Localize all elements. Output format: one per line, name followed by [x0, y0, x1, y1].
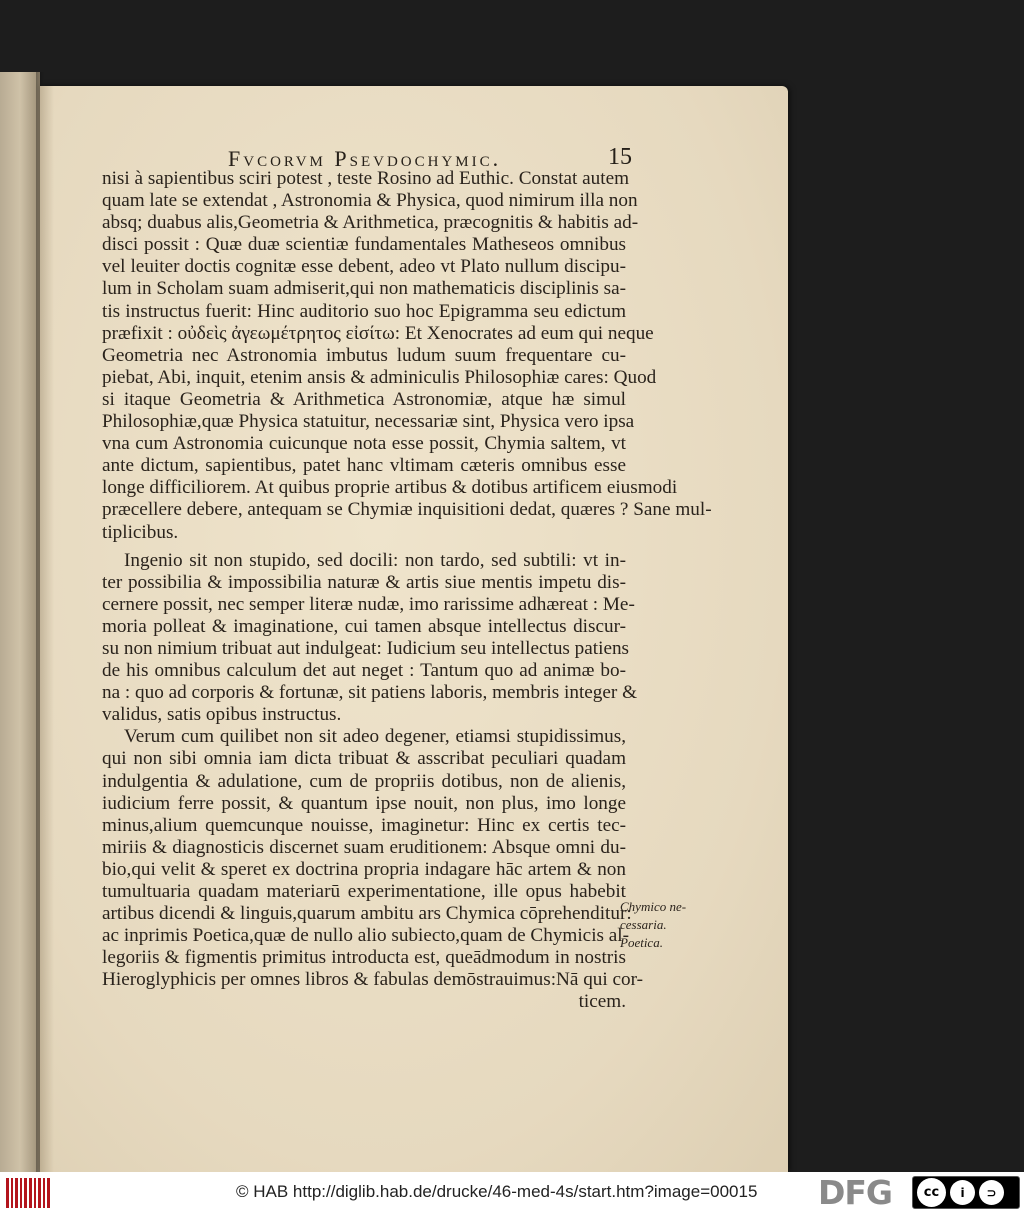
- text-line: cernere possit, nec semper literæ nudæ, imo rarissime adhæreat : Me-: [102, 593, 635, 615]
- text-line: su non nimium tribuat aut indulgeat: Iudicium seu intellectus patiens: [102, 637, 630, 659]
- text-line: ac inprimis Poetica,quæ de nullo alio subiecto,quam de Chymicis al-: [102, 925, 630, 947]
- text-line: validus, satis opibus instructus.: [102, 704, 342, 726]
- text-line: minus,alium quemcunque nouisse, imaginetur: Hinc ex certis tec-: [102, 814, 626, 836]
- text-line: tumultuaria quadam materiarū experimentatione, ille opus habebit: [102, 881, 626, 902]
- marginal-notes: [620, 898, 730, 952]
- footer-bar: [0, 1172, 1024, 1213]
- text-line: moria polleat & imaginatione, cui tamen absque intellectus discur-: [102, 615, 626, 637]
- text-line: legoriis & figmentis primitus introducta est, queādmodum in nostris: [102, 947, 626, 969]
- text-line: bio,qui velit & speret ex doctrina propria indagare hāc artem & non: [102, 858, 626, 880]
- cc-license-badge[interactable]: [912, 1176, 1020, 1209]
- text-line: Philosophiæ,quæ Physica statuitur, necessariæ sint, Physica vero ipsa: [102, 411, 635, 433]
- book-page: [40, 86, 788, 1172]
- marginal-note: cessaria.: [620, 917, 667, 932]
- text-line: Verum cum quilibet non sit adeo degener, etiamsi stupidissimus,: [124, 726, 626, 748]
- previous-page-edge: [0, 72, 40, 1172]
- text-line: disci possit : Quæ duæ scientiæ fundamentales Matheseos omnibus: [102, 234, 626, 256]
- cc-icon: cc: [917, 1178, 946, 1207]
- text-line: lum in Scholam suam admiserit,qui non mathematicis disciplinis sa-: [102, 278, 626, 300]
- marginal-note: Poetica.: [620, 935, 663, 950]
- page-inner-shadow: [40, 86, 54, 1172]
- share-alike-icon: ⊃: [979, 1180, 1004, 1205]
- text-line: tiplicibus.: [102, 521, 179, 543]
- running-head: Fvcorvm Psevdochymic.: [228, 146, 502, 171]
- catchword: ticem.: [578, 991, 626, 1013]
- text-line: artibus dicendi & linguis,quarum ambitu ars Chymica cōprehenditur:: [102, 903, 632, 925]
- text-line: absq; duabus alis,Geometria & Arithmetica, præcognitis & habitis ad-: [102, 212, 639, 234]
- text-line: si itaque Geometria & Arithmetica Astronomiæ, atque hæ simul: [102, 388, 626, 410]
- text-line: na : quo ad corporis & fortunæ, sit patiens laboris, membris integer &: [102, 682, 638, 704]
- text-line: quam late se extendat , Astronomia & Physica, quod nimirum illa non: [102, 190, 638, 212]
- text-line: ante dictum, sapientibus, patet hanc vltimam cæteris omnibus esse: [102, 455, 626, 477]
- text-line: miriis & diagnosticis discernet suam eruditionem: Absque omni du-: [102, 836, 626, 858]
- text-line: Geometria nec Astronomia imbutus ludum suum frequentare cu-: [102, 344, 626, 366]
- text-line: præcellere debere, antequam se Chymiæ inquisitioni dedat, quæres ? Sane mul-: [102, 499, 712, 521]
- hab-logo-icon[interactable]: [6, 1178, 50, 1208]
- text-line: vel leuiter doctis cognitæ esse debent, adeo vt Plato nullum discipu-: [102, 256, 626, 278]
- text-line: tis instructus fuerit: Hinc auditorio suo hoc Epigramma seu edictum: [102, 300, 626, 322]
- text-line: iudicium ferre possit, & quantum ipse nouit, non plus, imo longe: [102, 792, 626, 814]
- by-attribution-icon: i: [950, 1180, 975, 1205]
- text-line: Hieroglyphicis per omnes libros & fabulas demōstrauimus:Nā qui cor-: [102, 969, 644, 991]
- text-line: indulgentia & adulatione, cum de propriis dotibus, non de alienis,: [102, 770, 626, 792]
- dfg-logo[interactable]: DFG: [818, 1173, 893, 1212]
- marginal-note: Chymico ne-: [620, 899, 687, 914]
- page-number: 15: [608, 144, 632, 170]
- text-line: ter possibilia & impossibilia naturæ & artis siue mentis impetu dis-: [102, 571, 626, 593]
- text-line: præfixit : οὐδεὶς ἀγεωμέτρητος εἰσίτω: Et Xenocrates ad eum qui neque: [102, 322, 654, 344]
- text-line: longe difficiliorem. At quibus proprie artibus & dotibus artificem eiusmodi: [102, 477, 678, 499]
- text-line: piebat, Abi, inquit, etenim ansis & adminiculis Philosophiæ cares: Quod: [102, 366, 657, 388]
- copyright-link[interactable]: © HAB http://diglib.hab.de/drucke/46-med-4s/start.htm?image=00015: [236, 1182, 758, 1201]
- text-line: de his omnibus calculum det aut neget : Tantum quo ad animæ bo-: [102, 660, 626, 682]
- text-line: nisi à sapientibus sciri potest , teste Rosino ad Euthic. Constat autem: [102, 168, 630, 189]
- text-line: Ingenio sit non stupido, sed docili: non tardo, sed subtili: vt in-: [124, 549, 626, 571]
- text-line: qui non sibi omnia iam dicta tribuat & asscribat peculiari quadam: [102, 748, 626, 770]
- text-line: vna cum Astronomia cuicunque nota esse possit, Chymia saltem, vt: [102, 433, 626, 455]
